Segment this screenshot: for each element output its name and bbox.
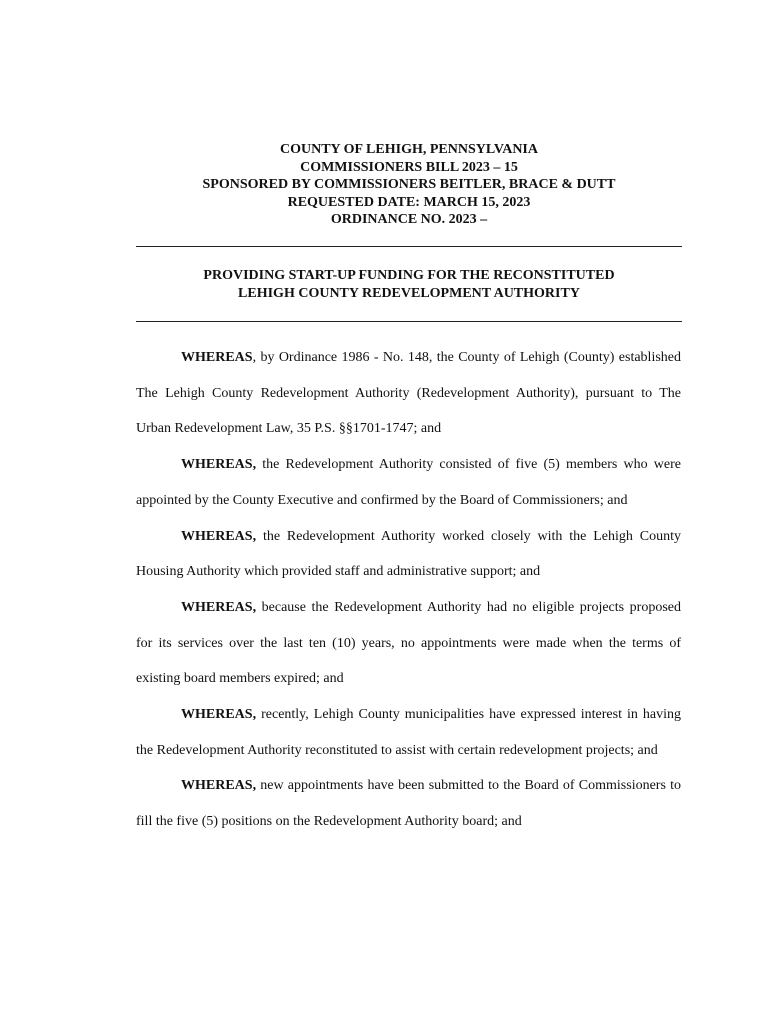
whereas-lead: WHEREAS, (181, 707, 257, 723)
ordinance-subject (136, 267, 682, 302)
whereas-text: the Redevelopment Authority worked closely with the Lehigh County Housing Authority which provided staff and administrative support; and (136, 528, 681, 580)
requested-date: REQUESTED DATE: MARCH 15, 2023 (287, 194, 531, 210)
whereas-paragraph (136, 519, 681, 590)
document-body (136, 340, 681, 840)
whereas-paragraph (136, 340, 681, 447)
whereas-paragraph (136, 590, 681, 697)
county-title: COUNTY OF LEHIGH, PENNSYLVANIA (279, 142, 538, 157)
bill-number: COMMISSIONERS BILL 2023 – 15 (300, 159, 518, 175)
subject-divider (136, 321, 682, 322)
subject-line-2: LEHIGH COUNTY REDEVELOPMENT AUTHORITY (238, 285, 580, 301)
whereas-lead: WHEREAS, (181, 457, 257, 473)
whereas-lead: WHEREAS, (181, 778, 257, 794)
whereas-lead: WHEREAS (181, 350, 253, 365)
document-header (136, 141, 682, 229)
whereas-text: new appointments have been submitted to the Board of Commissioners to fill the five (5) positions on the Redevelopment Authority board; and (136, 778, 681, 830)
whereas-lead: WHEREAS, (181, 528, 257, 544)
whereas-paragraph (136, 697, 681, 768)
subject-line-1: PROVIDING START-UP FUNDING FOR THE RECONSTITUTED (203, 268, 615, 283)
whereas-text: because the Redevelopment Authority had no eligible projects proposed for its services over the last ten (10) years, no appointments were made when the terms of existing board members expired; and (136, 599, 681, 687)
sponsors-line: SPONSORED BY COMMISSIONERS BEITLER, BRACE & DUTT (202, 177, 616, 193)
ordinance-number: ORDINANCE NO. 2023 – (330, 212, 488, 228)
whereas-lead: WHEREAS, (181, 599, 257, 615)
whereas-text: , by Ordinance 1986 - No. 148, the County of Lehigh (County) established The Lehigh County Redevelopment Authority (Redevelopment Authority), pursuant to The Urban Redevelopment Law, 35 P.S. §§1701-1747; and (136, 350, 681, 437)
whereas-text: recently, Lehigh County municipalities have expressed interest in having the Redevelopment Authority reconstituted to assist with certain redevelopment projects; and (136, 707, 681, 758)
whereas-paragraph (136, 768, 681, 839)
whereas-paragraph (136, 447, 681, 518)
header-divider (136, 246, 682, 247)
whereas-text: the Redevelopment Authority consisted of five (5) members who were appointed by the County Executive and confirmed by the Board of Commissioners; and (136, 457, 681, 508)
